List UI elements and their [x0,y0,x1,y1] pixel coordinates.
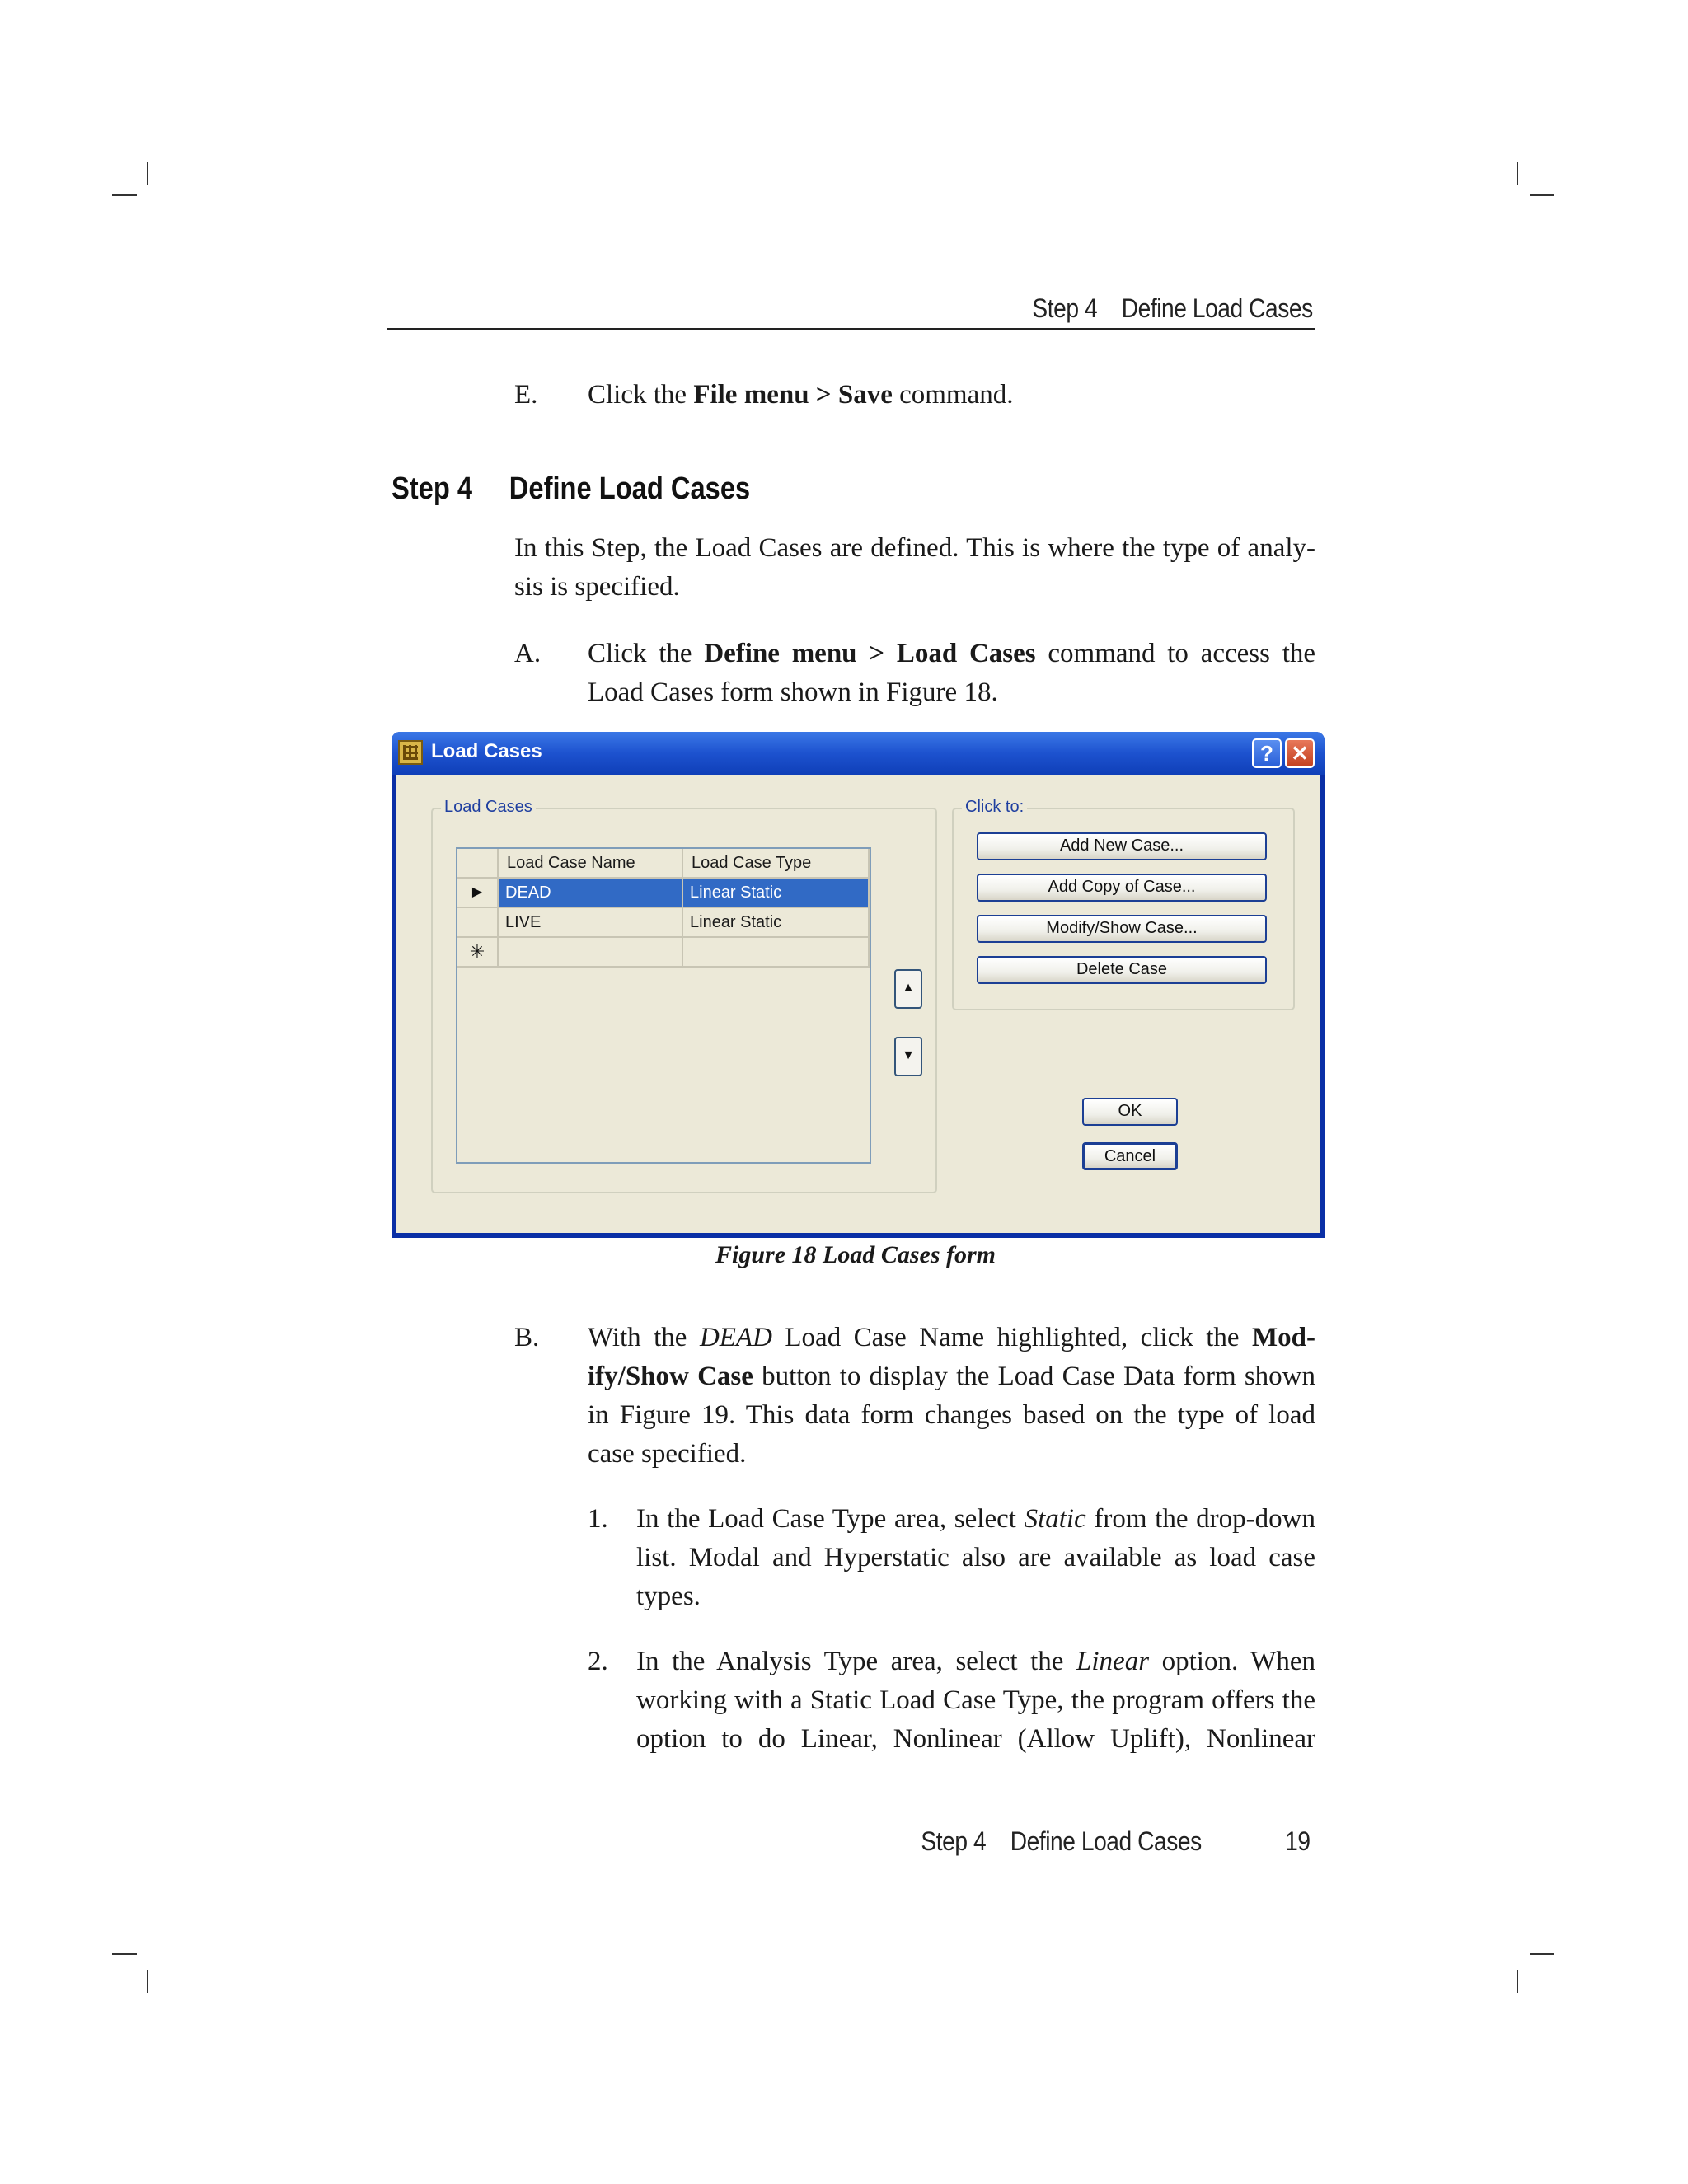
cancel-button[interactable]: Cancel [1082,1142,1178,1170]
column-header-type[interactable]: Load Case Type [683,849,870,879]
modify-show-case-button[interactable]: Modify/Show Case... [977,915,1267,943]
load-cases-grid[interactable] [456,847,871,1164]
header-rule [387,328,1315,330]
step-b-line [588,1357,1315,1396]
item-2-italic: Linear [1076,1647,1150,1676]
crop-mark [147,162,148,185]
intro-line: sis is specified. [514,572,680,602]
column-header-name[interactable]: Load Case Name [499,849,683,879]
load-case-name-cell[interactable]: DEAD [499,879,683,908]
close-icon[interactable]: ✕ [1285,738,1315,768]
item-1-text [636,1500,1315,1616]
grid-corner [457,849,499,879]
item-1-label: 1. [588,1504,608,1534]
ok-button[interactable]: OK [1082,1098,1178,1126]
app-grid-icon [398,740,423,765]
step-b-line [588,1319,1315,1357]
item-2-text-a: In the Analysis Type area, select the [636,1647,1077,1676]
load-cases-group-label: Load Cases [441,798,536,817]
crop-mark [1517,1970,1518,1993]
step-a-text [588,635,1315,712]
new-type-cell[interactable] [683,938,870,968]
new-row[interactable] [457,938,870,968]
delete-case-button[interactable]: Delete Case [977,956,1267,984]
step-b-bold-a: Mod- [1252,1323,1316,1352]
step-e-post: command. [892,380,1014,410]
figure-caption: Figure 18 Load Cases form [715,1241,996,1268]
item-1-text-b: from the drop-down [1085,1504,1315,1534]
current-row-icon: ▶ [457,879,499,908]
running-header-title: Define Load Cases [1121,293,1313,323]
dialog-title: Load Cases [431,740,542,762]
running-header-step: Step 4 [1032,293,1098,323]
crop-mark [1530,194,1554,196]
section-step: Step 4 [392,471,473,506]
click-to-group-label: Click to: [962,798,1027,817]
crop-mark [112,194,137,196]
crop-mark [1517,162,1518,185]
step-b-text-c: button to display the Load Case Data form shown [753,1361,1316,1391]
item-1-italic: Static [1024,1504,1086,1534]
add-copy-of-case-button[interactable]: Add Copy of Case... [977,874,1267,902]
item-2-line: working with a Static Load Case Type, the program offers the [636,1685,1315,1715]
crop-mark [147,1970,148,1993]
step-a-pre: Click the [588,639,705,668]
step-b-label: B. [514,1323,540,1352]
item-2-line [636,1643,1315,1681]
running-header [1033,293,1313,324]
table-row[interactable] [457,879,870,908]
crop-mark [112,1953,137,1955]
new-name-cell[interactable] [499,938,683,968]
running-footer [921,1826,1202,1857]
footer-title: Define Load Cases [1010,1826,1202,1856]
step-e-text [588,376,1014,415]
intro-line: In this Step, the Load Cases are defined. This is where the type of analy- [514,533,1315,563]
step-a-line [588,635,1315,673]
new-row-icon: ✳ [457,938,499,968]
step-a-post: command to access the [1035,639,1316,668]
step-b-text [588,1319,1315,1474]
step-b-text-b: Load Case Name highlighted, click the [771,1323,1253,1352]
step-b-line: case specified. [588,1439,747,1469]
item-1-line [636,1500,1315,1539]
crop-mark [1530,1953,1554,1955]
section-heading [392,471,750,507]
table-row[interactable] [457,908,870,938]
step-e-pre: Click the [588,380,694,410]
item-2-text-b: option. When [1149,1647,1315,1676]
page-number: 19 [1285,1826,1311,1856]
row-selector [457,908,499,938]
click-to-group [952,798,1295,1010]
item-1-line: types. [636,1582,701,1611]
help-icon[interactable]: ? [1252,738,1282,768]
item-2-label: 2. [588,1647,608,1676]
step-a-line: Load Cases form shown in Figure 18. [588,677,998,707]
item-2-line: option to do Linear, Nonlinear (Allow Uplift), Nonlinear [636,1724,1315,1754]
step-b-line: in Figure 19. This data form changes based on the type of load [588,1400,1315,1430]
step-a-label: A. [514,639,542,668]
step-e-label: E. [514,380,538,410]
footer-step: Step 4 [921,1826,987,1856]
load-cases-dialog [392,732,1325,1238]
add-new-case-button[interactable]: Add New Case... [977,832,1267,860]
item-1-text-a: In the Load Case Type area, select [636,1504,1025,1534]
item-2-text [636,1643,1315,1759]
load-case-name-cell[interactable]: LIVE [499,908,683,938]
intro-paragraph [514,529,1315,607]
section-title: Define Load Cases [509,471,751,506]
step-a-command: Define menu > Load Cases [704,639,1036,668]
move-down-button[interactable]: ▼ [894,1037,922,1076]
dialog-client-area [396,775,1320,1233]
item-1-line: list. Modal and Hyperstatic also are available as load case [636,1543,1315,1572]
move-up-button[interactable]: ▲ [894,969,922,1009]
load-cases-group [431,798,937,1193]
load-case-type-cell[interactable]: Linear Static [683,879,870,908]
step-b-italic: DEAD [699,1323,772,1352]
step-e-command: File menu > Save [693,380,893,410]
step-b-bold-b: ify/Show Case [588,1361,753,1391]
grid-header-row [457,849,870,879]
dialog-titlebar[interactable] [392,732,1325,775]
step-b-text-a: With the [588,1323,700,1352]
load-case-type-cell[interactable]: Linear Static [683,908,870,938]
